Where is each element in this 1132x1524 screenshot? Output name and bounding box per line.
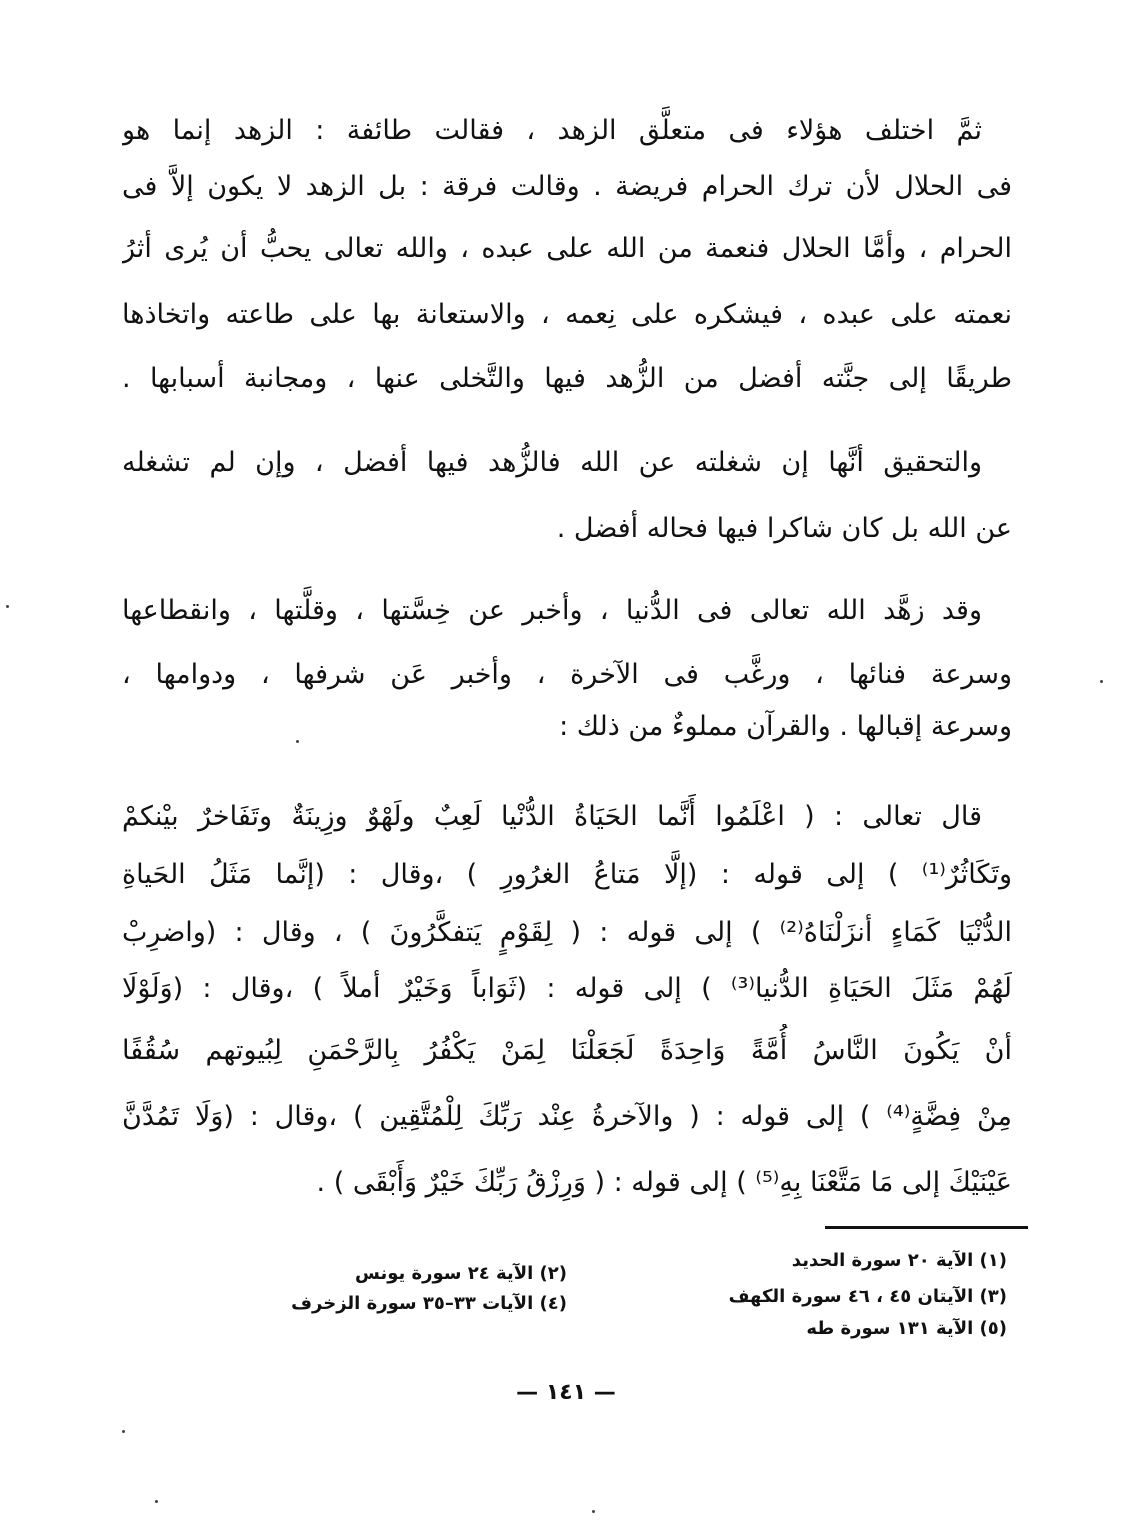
paragraph-4-line-4: لَهُمْ مَثَلَ الحَيَاةِ الدُّنيا⁽³⁾ ) إلى قوله : (ثَوَاباً وَخَيْرٌ أملاً ) ،وقال : (وَلَوْلَا	[122, 973, 1012, 1004]
footnote-3: (٣) الآيتان ٤٥ ، ٤٦ سورة الكهف	[728, 1286, 1007, 1307]
scan-speck	[1100, 680, 1103, 683]
paragraph-3-line-2: وسرعة فنائها ، ورغَّب فى الآخرة ، وأخبر عَن شرفها ، ودوامها ،	[122, 659, 1012, 690]
scan-speck	[296, 740, 299, 743]
paragraph-1-line-5: طريقًا إلى جنَّته أفضل من الزُّهد فيها والتَّخلى عنها ، ومجانبة أسبابها .	[122, 363, 1012, 394]
paragraph-2-line-2: عن الله بل كان شاكرا فيها فحاله أفضل .	[556, 513, 1012, 544]
paragraph-1-line-4: نعمته على عبده ، فيشكره على نِعمه ، والاستعانة بها على طاعته واتخاذها	[122, 299, 1012, 330]
page-number: — ١٤١ —	[516, 1380, 616, 1405]
paragraph-2-line-1: والتحقيق أنَّها إن شغلته عن الله فالزُّهد فيها أفضل ، وإن لم تشغله	[122, 447, 982, 478]
paragraph-4-line-2: وتَكَاثُرٌ⁽¹⁾ ) إلى قوله : (إلَّا مَتاعُ الغرُورِ ) ،وقال : (إنَّما مَثَلُ الحَياةِ	[122, 859, 1012, 890]
paragraph-4-line-6: مِنْ فِضَّةٍ⁽⁴⁾ ) إلى قوله : ( والآخرةُ عِنْد رَبِّكَ لِلْمُتَّقِين ) ،وقال : (وَلَا تَمُدَّنَّ	[122, 1101, 1012, 1132]
scan-speck	[592, 1510, 595, 1513]
footnote-2: (٢) الآية ٢٤ سورة يونس	[355, 1263, 567, 1284]
footnote-separator	[825, 1226, 1028, 1229]
paragraph-4-line-5: أنْ يَكُونَ النَّاسُ أُمَّةً وَاحِدَةً لَجَعَلْنَا لِمَنْ يَكْفُرُ بِالرَّحْمَنِ لِبُيوتهم سُقُفًا	[122, 1035, 1012, 1066]
paragraph-4-line-3: الدُّنْيَا كَمَاءٍ أنزَلْنَاهُ⁽²⁾ ) إلى قوله : ( لِقَوْمٍ يَتفكَّرُونَ ) ، وقال : (واضرِبْ	[122, 917, 1012, 948]
paragraph-3-line-3: وسرعة إقبالها . والقرآن مملوءٌ من ذلك :	[559, 711, 1012, 742]
paragraph-4-line-7: عَيْنَيْكَ إلى مَا مَتَّعْنَا بِهِ⁽⁵⁾ ) إلى قوله : ( وَرِزْقُ رَبِّكَ خَيْرٌ وَأَبْقَى ) .	[316, 1167, 1012, 1198]
paragraph-4-line-1: قال تعالى : ( اعْلَمُوا أَنَّما الحَيَاةُ الدُّنْيا لَعِبٌ ولَهْوٌ وزِينَةٌ وتَفَاخرٌ بيْنكمْ	[122, 801, 982, 832]
paragraph-1-line-2: فى الحلال لأن ترك الحرام فريضة . وقالت فرقة : بل الزهد لا يكون إلاَّ فى	[122, 171, 1012, 202]
scan-speck	[6, 605, 9, 608]
scan-speck	[122, 1430, 125, 1433]
paragraph-3-line-1: وقد زهَّد الله تعالى فى الدُّنيا ، وأخبر عن خِسَّتها ، وقلَّتها ، وانقطاعها	[122, 595, 982, 626]
scan-speck	[155, 1500, 158, 1503]
footnote-1: (١) الآية ٢٠ سورة الحديد	[791, 1250, 1007, 1271]
footnote-5: (٥) الآية ١٣١ سورة طه	[806, 1318, 1007, 1339]
paragraph-1-line-3: الحرام ، وأمَّا الحلال فنعمة من الله على عبده ، والله تعالى يحبُّ أن يُرى أثرُ	[122, 233, 1012, 264]
footnote-4: (٤) الآيات ٣٣–٣٥ سورة الزخرف	[291, 1293, 567, 1314]
paragraph-1-line-1: ثمَّ اختلف هؤلاء فى متعلَّق الزهد ، فقالت طائفة : الزهد إنما هو	[122, 115, 982, 146]
